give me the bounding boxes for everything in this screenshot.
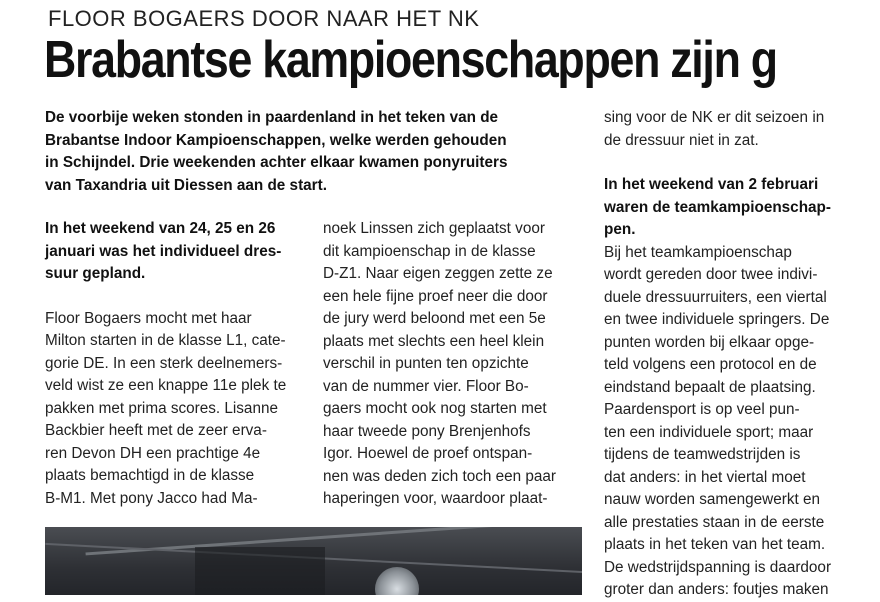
body-line: gorie DE. In een sterk deelnemers- [45, 354, 283, 372]
body-line: eindstand bepaalt de plaatsing. [604, 378, 816, 396]
photo-lamp [375, 567, 419, 595]
intro-line: Brabantse Indoor Kampioenschappen, welke werden gehouden [45, 131, 507, 149]
body-line: alle prestaties staan in de eerste [604, 513, 825, 531]
col1-subheading [45, 218, 303, 286]
photo-roof-beam [86, 527, 582, 555]
body-line: nauw worden samengewerkt en [604, 491, 820, 508]
article-photo [45, 527, 582, 595]
body-line: een hele fijne proef neer die door [323, 287, 548, 305]
body-line: wordt gereden door twee indivi- [604, 266, 818, 283]
column-2 [323, 218, 582, 511]
subhead-line: In het weekend van 2 februari [604, 176, 819, 193]
intro-line: in Schijndel. Drie weekenden achter elkaar kwamen ponyruiters [45, 154, 508, 171]
body-line: punten worden bij elkaar opge- [604, 333, 815, 351]
body-line: Bij het teamkampioenschap [604, 243, 792, 261]
body-line: Milton starten in de klasse L1, cate- [45, 332, 286, 349]
article-headline: Brabantse kampioenschappen zijn g [44, 31, 777, 89]
body-line: groter dan anders: foutjes maken [604, 581, 829, 598]
body-line: D-Z1. Naar eigen zeggen zette ze [323, 265, 553, 282]
subhead-line: pen. [604, 221, 636, 238]
body-line: plaats in het teken van het team. [604, 536, 826, 553]
body-line: plaats bemachtigd in de klasse [45, 467, 255, 484]
subhead-line: suur gepland. [45, 265, 146, 282]
body-line: dit kampioenschap in de klasse [323, 242, 536, 260]
column-3 [604, 107, 862, 602]
body-line: ten een individuele sport; maar [604, 423, 814, 441]
body-line: pakken met prima scores. Lisanne [45, 399, 278, 417]
body-line: noek Linssen zich geplaatst voor [323, 220, 545, 237]
body-line: Floor Bogaers mocht met haar [45, 309, 252, 327]
body-line: gaers mocht ook nog starten met [323, 400, 547, 417]
body-line: teld volgens een protocol en de [604, 356, 817, 373]
subhead-line: waren de teamkampioenschap- [604, 198, 831, 216]
col3-continuation [604, 107, 862, 152]
body-line: de jury werd beloond met een 5e [323, 310, 546, 327]
body-line: nen was deden zich toch een paar [323, 467, 557, 485]
col3-body [604, 242, 862, 602]
body-line: van de nummer vier. Floor Bo- [323, 377, 529, 395]
body-line: haar tweede pony Brenjenhofs [323, 422, 531, 440]
body-line: De wedstrijdspanning is daardoor [604, 558, 832, 576]
col1-body [45, 308, 303, 511]
article-kicker: FLOOR BOGAERS DOOR NAAR HET NK [48, 6, 480, 31]
body-line: B-M1. Met pony Jacco had Ma- [45, 489, 258, 507]
subhead-line: januari was het individueel dres- [45, 242, 282, 260]
column-1 [45, 218, 303, 510]
body-line: dat anders: in het viertal moet [604, 468, 806, 486]
body-line: duele dressuurruiters, een viertal [604, 288, 827, 306]
body-line: haperingen voor, waardoor plaat- [323, 490, 548, 507]
body-line: sing voor de NK er dit seizoen in [604, 109, 825, 126]
body-line: de dressuur niet in zat. [604, 131, 759, 149]
body-line: verschil in punten ten opzichte [323, 355, 529, 372]
body-line: Backbier heeft met de zeer erva- [45, 422, 267, 439]
body-line: ren Devon DH een prachtige 4e [45, 444, 261, 462]
body-line: Igor. Hoewel de proef ontspan- [323, 445, 533, 462]
intro-line: van Taxandria uit Diessen aan de start. [45, 176, 327, 194]
body-line: plaats met slechts een heel klein [323, 332, 545, 350]
body-line: tijdens de teamwedstrijden is [604, 446, 801, 463]
subhead-line: In het weekend van 24, 25 en 26 [45, 220, 276, 237]
col3-subheading [604, 174, 862, 242]
photo-shadow [195, 547, 325, 595]
intro-line: De voorbije weken stonden in paardenland in het teken van de [45, 109, 499, 126]
body-line: Paardensport is op veel pun- [604, 401, 800, 418]
body-line: veld wist ze een knappe 11e plek te [45, 377, 287, 394]
article-intro [45, 107, 582, 197]
body-line: en twee individuele springers. De [604, 311, 830, 328]
